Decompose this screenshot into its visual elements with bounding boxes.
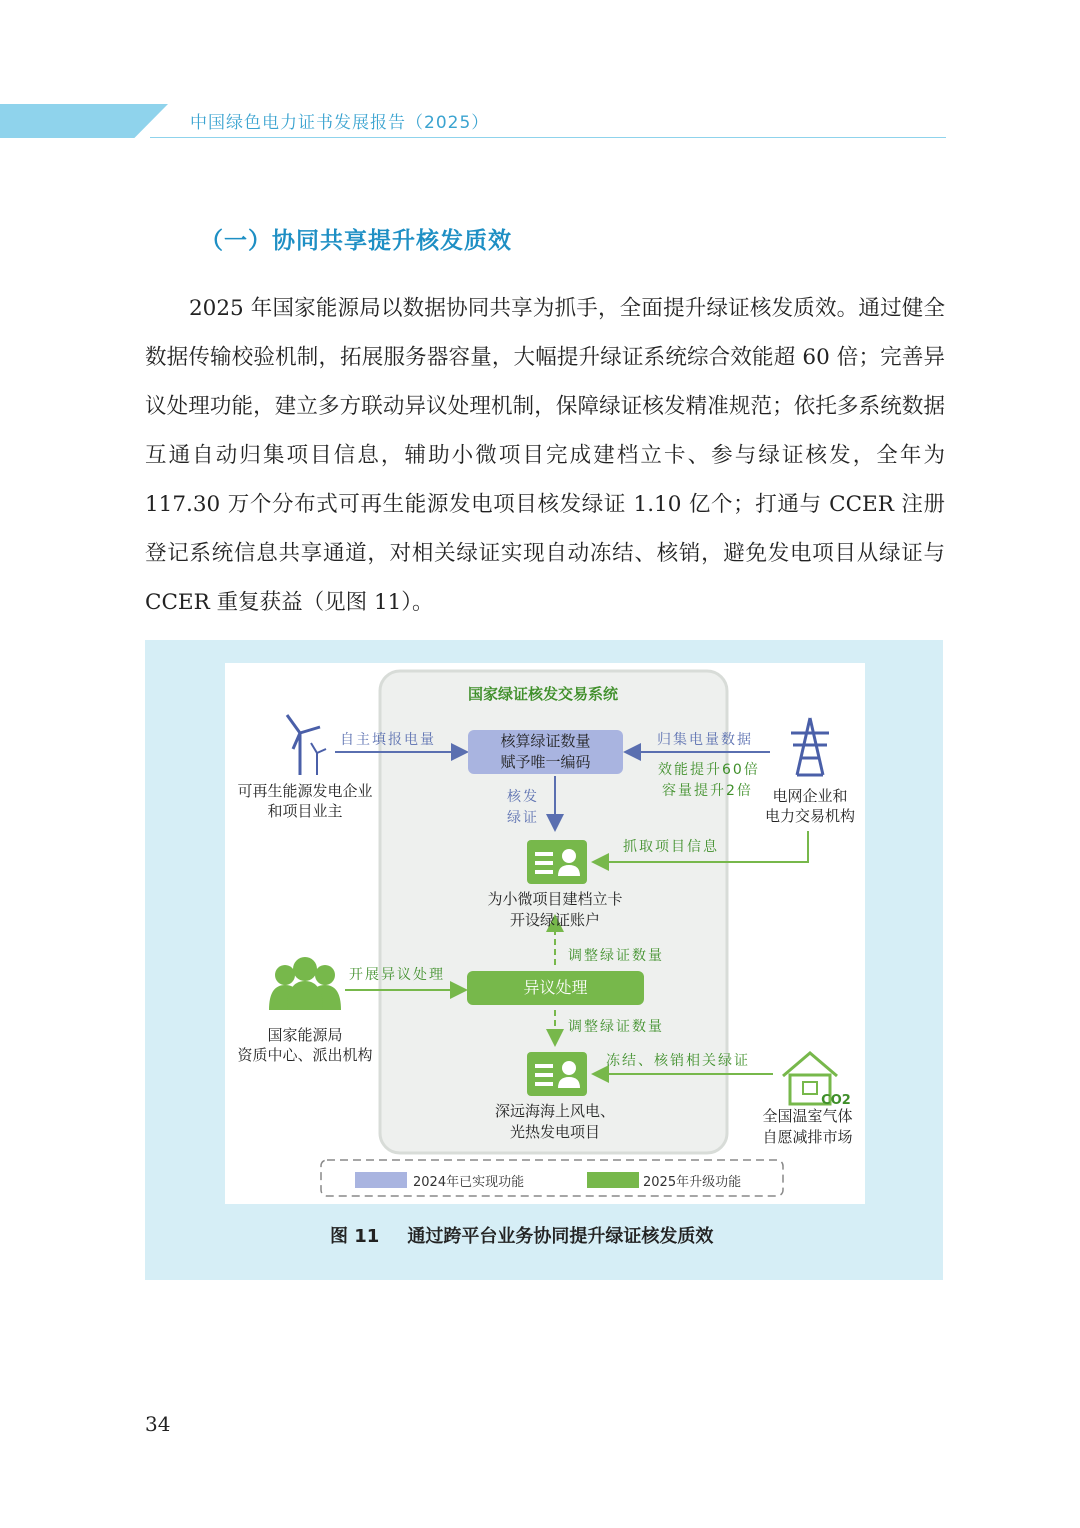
- body-paragraph: 2025 年国家能源局以数据协同共享为抓手，全面提升绿证核发质效。通过健全数据传输校验机制，拓展服务器容量，大幅提升绿证系统综合效能超 60 倍；完善异议处理功能，建立多方联动异议处理机制，保障绿证核发精准规范；依托多系统数据互通自动归集项目信息，辅助小微项目完成建档立卡、参与绿证核发，全年为 117.30 万个分布式可再生能源发电项目核发绿证 1.10 亿个；打通与 CCER 注册登记系统信息共享通道，对相关绿证实现自动冻结、核销，避免发电项目从绿证与 CCER 重复获益（见图 11）。: [145, 296, 945, 615]
- figure-caption: [330, 1222, 713, 1248]
- start-objection-label: 开展异议处理: [349, 967, 445, 983]
- legend-swatch-2025: [587, 1172, 639, 1188]
- renewable-label-2: 和项目业主: [267, 802, 343, 820]
- efficiency-label: 效能提升60倍: [658, 762, 760, 778]
- figure-caption-text: 通过跨平台业务协同提升绿证核发质效: [407, 1226, 714, 1247]
- nea-label-2: 资质中心、派出机构: [237, 1046, 373, 1064]
- small-project-label-2: 开设绿证账户: [509, 911, 600, 929]
- collect-data-label: 归集电量数据: [657, 732, 753, 748]
- system-title: 国家绿证核发交易系统: [468, 685, 619, 703]
- nea-label-1: 国家能源局: [267, 1026, 343, 1044]
- self-report-label: 自主填报电量: [340, 732, 436, 748]
- flow-diagram: [225, 663, 865, 1204]
- legend-label-2025: 2025年升级功能: [643, 1175, 742, 1190]
- fetch-info-label: 抓取项目信息: [623, 839, 719, 855]
- legend-swatch-2024: [355, 1172, 407, 1188]
- objection-box: [467, 971, 644, 1005]
- small-project-label-1: 为小微项目建档立卡: [487, 890, 623, 908]
- offshore-label-1: 深远海海上风电、: [494, 1102, 615, 1120]
- market-label-2: 自愿减排市场: [762, 1128, 853, 1146]
- calc-box-line1: 核算绿证数量: [500, 732, 591, 750]
- adjust-down-label: 调整绿证数量: [568, 1019, 664, 1035]
- freeze-label: 冻结、核销相关绿证: [606, 1053, 750, 1069]
- page-number: 34: [145, 1412, 171, 1436]
- running-header-title: 中国绿色电力证书发展报告（2025）: [190, 113, 490, 133]
- issue-label-1: 核发: [507, 789, 539, 805]
- power-tower-icon: [791, 718, 829, 775]
- people-icon: [269, 957, 341, 1010]
- co2-label: CO2: [821, 1093, 851, 1108]
- section-heading: （一）协同共享提升核发质效: [200, 228, 512, 254]
- wind-turbine-icon: [287, 715, 326, 775]
- renewable-label-1: 可再生能源发电企业: [237, 782, 373, 800]
- objection-label: 异议处理: [523, 978, 588, 997]
- offshore-label-2: 光热发电项目: [509, 1123, 600, 1141]
- capacity-label: 容量提升2倍: [662, 783, 753, 799]
- account-card-icon-2: [527, 1052, 587, 1096]
- account-card-icon-1: [527, 840, 587, 884]
- grid-label-1: 电网企业和: [772, 787, 848, 805]
- calc-box-line2: 赋予唯一编码: [500, 753, 591, 771]
- figure-number: 图 11: [330, 1226, 380, 1247]
- market-label-1: 全国温室气体: [762, 1107, 853, 1125]
- header-accent-band: [0, 104, 168, 138]
- grid-label-2: 电力交易机构: [764, 807, 855, 825]
- legend-label-2024: 2024年已实现功能: [413, 1175, 525, 1190]
- adjust-up-label: 调整绿证数量: [568, 948, 664, 964]
- issue-label-2: 绿证: [507, 810, 539, 826]
- header-rule: [150, 137, 946, 138]
